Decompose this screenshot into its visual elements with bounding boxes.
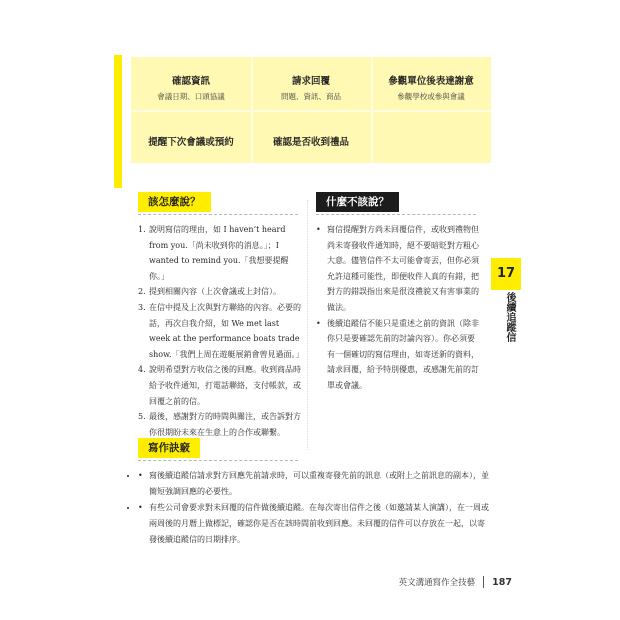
grid-cell-title: 請求回覆 xyxy=(291,76,330,87)
list-item xyxy=(138,300,302,362)
book-title: 英文溝通寫作全技藝 xyxy=(398,578,476,588)
grid-cell-title: 確認資訊 xyxy=(171,76,210,87)
not-to-say-list xyxy=(316,222,480,394)
section-rule xyxy=(138,214,298,215)
list-item-text: 說明希望對方收信之後的回應。收到商品時給予收件通知，打電話聯絡，支付帳款，或回覆之前的信。 xyxy=(149,365,301,406)
list-item xyxy=(138,468,490,500)
grid-cell-title: 確認是否收到禮品 xyxy=(272,137,349,148)
list-item-text: 說明寫信的理由，如 I haven’t heard from you.「尚未收到你的消息。」；I wanted to remind you.「我想要提醒你。」 xyxy=(149,225,289,281)
list-marker: 1. xyxy=(138,225,146,234)
list-item xyxy=(316,316,480,394)
writing-tips-list xyxy=(138,468,490,548)
list-marker: 3. xyxy=(138,302,146,312)
column-divider xyxy=(307,200,308,450)
grid-cell-title: 提醒下次會議或預約 xyxy=(148,137,234,148)
list-marker: 2. xyxy=(138,287,146,297)
list-item-text: 提到相關內容（上次會議或上封信）。 xyxy=(149,287,281,297)
list-item-text: 有些公司會要求對未回覆的信件做後續追蹤。在每次寄出信件之後（如邀請某人演講），在一周或兩周後的月曆上做標記，確認你是否在該時間前收到回應。未回覆的信件可以存放在一起，以寄發後續追蹤信的日期排序。 xyxy=(149,503,489,544)
bullet: • xyxy=(316,225,321,234)
section-rule xyxy=(138,460,298,461)
list-item xyxy=(316,222,480,316)
list-item-text: 後續追蹤信不能只是重述之前的資訊（除非你只是要確認先前的討論內容）。你必須要有一個確切的寫信理由，如寄送新的資料，請求回覆，給予特別優惠，或感謝先前的訂單或會議。 xyxy=(327,318,479,390)
grid-cell-title: 參觀單位後表達謝意 xyxy=(388,76,474,87)
yellow-accent-stripe xyxy=(114,55,122,188)
list-item xyxy=(138,409,302,440)
how-to-say-label: 該怎麼說？ xyxy=(138,192,211,212)
list-item xyxy=(138,284,302,300)
list-item-text: 寫信提醒對方尚未回覆信件，或收到禮物但尚未寄發收件通知時，絕不要暗貶對方粗心大意。儘管信件不太可能會寄丟，但你必須允許這種可能性，即便收件人真的有錯，把對方的錯誤指出來是很沒禮貌又有害事業的做法。 xyxy=(327,225,479,312)
bullet: • xyxy=(316,318,321,328)
footer-divider xyxy=(483,576,484,588)
not-to-say-label: 什麼不該說？ xyxy=(316,192,399,212)
list-marker: 4. xyxy=(138,365,146,375)
grid-cell xyxy=(131,134,251,148)
chapter-number-tab: 17 xyxy=(491,258,521,290)
writing-tips-label: 寫作訣竅 xyxy=(138,438,200,458)
grid-cell xyxy=(251,134,371,148)
bullet: • • xyxy=(138,503,143,512)
grid-cell-subtitle: 會議日期、口頭協議 xyxy=(157,92,225,101)
list-item-text: 在信中提及上次與對方聯絡的內容。必要的話，再次自我介紹，如 We met last week at the performance boats trade show.「我們上周在遊艇展銷會曾見過面。」 xyxy=(149,302,304,359)
bullet: • • xyxy=(138,471,143,480)
page-footer xyxy=(399,576,512,588)
list-item xyxy=(138,500,490,548)
grid-cell-subtitle: 問題、資訊、商品 xyxy=(281,92,341,101)
follow-up-purposes-grid xyxy=(131,57,491,163)
grid-cell-subtitle: 參觀學校或參與會議 xyxy=(397,92,465,101)
list-item-text: 寫後續追蹤信請求對方回應先前請求時，可以重複寄發先前的訊息（或附上之前訊息的副本），並簡短強調回應的必要性。 xyxy=(149,471,489,496)
list-item-text: 最後，感謝對方的時間與關注，或告訴對方你很期盼未來在生意上的合作或聯繫。 xyxy=(149,412,301,437)
how-to-say-list xyxy=(138,222,302,440)
grid-divider xyxy=(131,110,491,112)
list-item xyxy=(138,362,302,409)
section-rule xyxy=(316,214,476,215)
chapter-title: 後續追蹤信 xyxy=(504,292,515,342)
list-item xyxy=(138,222,302,284)
page-number: 187 xyxy=(492,576,512,588)
grid-cell xyxy=(371,73,491,102)
list-marker: 5. xyxy=(138,412,146,422)
grid-cell xyxy=(251,73,371,102)
grid-cell xyxy=(131,73,251,102)
